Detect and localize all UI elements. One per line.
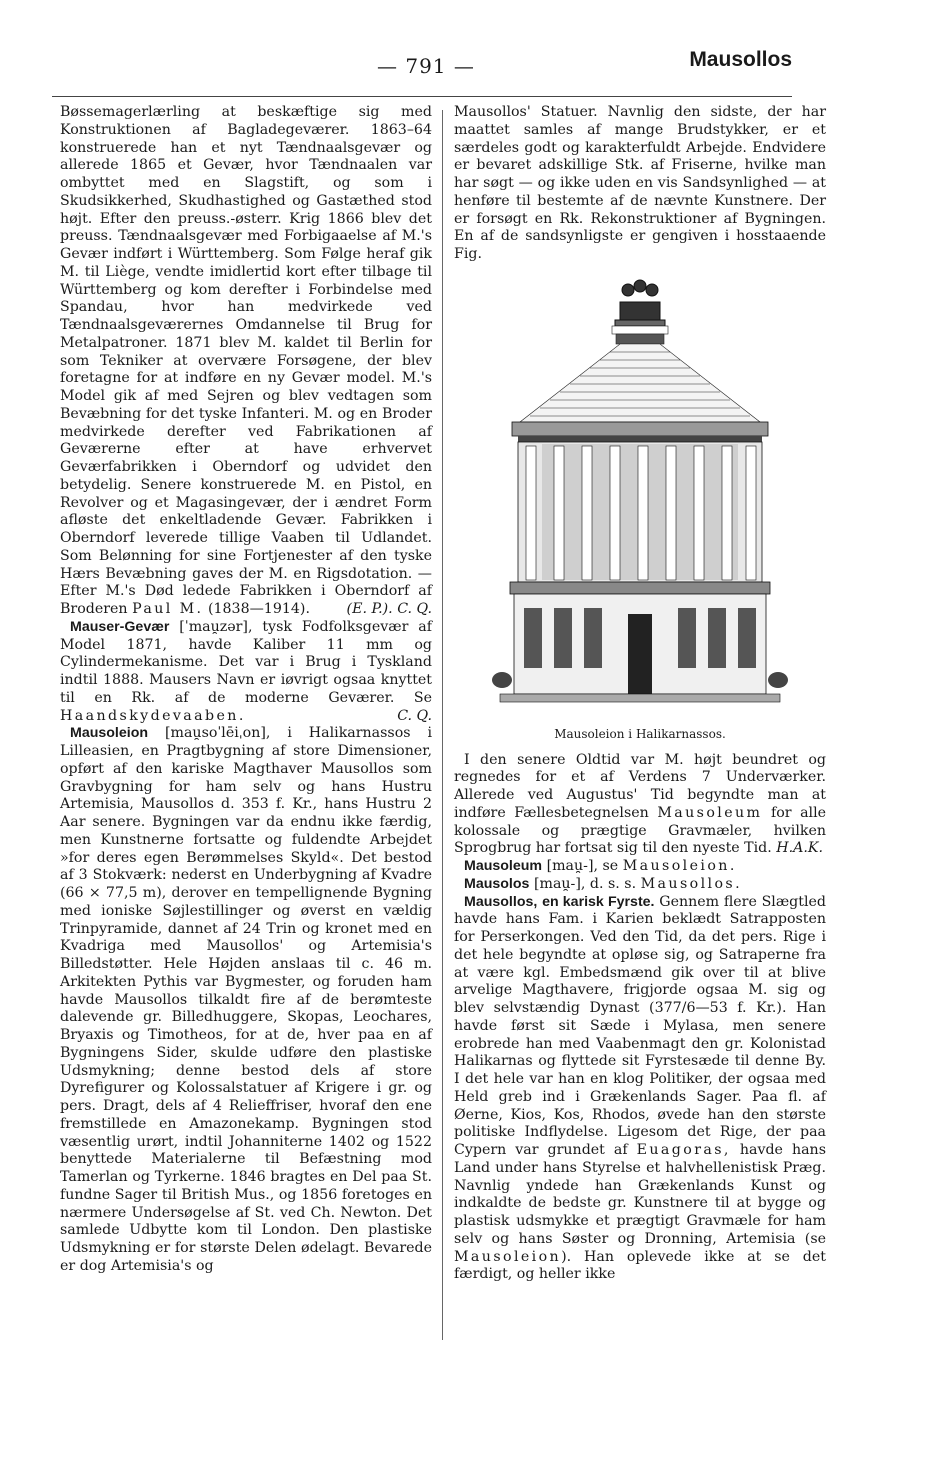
person-name: Paul M. [132,601,204,617]
mausoleum-entry: Mausoleum [mau̯-], se Mausoleion. [464,858,737,874]
mausoleion-figure [454,272,826,744]
term-emphasis: Mausoleum [657,804,763,821]
page-header [52,44,792,78]
frieze [518,436,762,442]
cross-reference: Mausoleion. [622,858,737,874]
right-column [454,104,826,1284]
mausollos-entry: Mausollos, en karisk Fyrste. Gennem flere Slægtled havde hans Fam. i Karien beklædt Satrapposten for Perserkongen. Ved den Tid, da det pers. Rige i det hele begyndte at opløse sig, og Satraperne fra at være kgl. Embedsmænd gik over til at blive arvelige Magthavere, frigjorde ogsaa M. sig og blev selvstændig Dynast (377/6—53 f. Kr.). Han havde først sit Sæde i Mylasa, men senere erobrede han med Vaabenmagt den gr. Kolonistad Halikarnas og flyttede sit Fyrstesæde til denne By. I det hele var han en klog Politiker, der ogsaa med Held greb ind i Grækenlands Sager. Paa fl. af Øerne, Kios, Kos, Rhodos, øvede han den største politiske Indflydelse. Ligesom det Rige, der paa Cypern var grundet af Euagoras, havde hans Land under hans Styrelse et halvhellenistisk Præg. Navnlig yndede han Grækenlands Kunst og indkaldte de bedste gr. Kunstnere til at bygge og plastisk udsmykke et prægtigt Gravmæle for ham selv og hans Søster og Dronning, Artemisia (se Mausoleion). Han oplevede ikke at se det færdigt, og heller ikke [454,893,826,1283]
entablature [512,422,768,436]
entry-headword: Mausollos, [464,893,538,910]
entry-subtitle: en karisk Fyrste. [542,893,655,910]
cross-reference: Haandskydevaaben. [60,707,246,724]
mausoleion-entry: Mausoleion [mau̯soˈlēiˌon], i Halikarnassos i Lilleasien, en Pragtbygning af store Dimensioner, opført af den kariske Magthaver Mausollos som Gravbygning for ham selv og hans Hustru Artemisia, Mausollos d. 353 f. Kr., hans Hustru 2 Aar senere. Bygningen var da endnu ikke færdig, men Kunstnerne fortsatte og fuldendte Arbejdet »for deres egen Berømmelses Skyld«. Det bestod af 3 Stokværk: nederst en Underbygning af Kvadre (66 × 77,5 m), derover en tempellignende Bygning med ioniske Søjlestillinger og øverst en vældig Trinpyramide, dannet af 24 Trin og kronet med en Kvadriga med Mausollos' og Artemisia's Billedstøtter. Hele Højden anslaas til c. 46 m. Arkitekten Pythis var Bygmester, og foruden ham havde Mausollos tilkaldt fire af de berømteste dalevende gr. Billedhuggere, Skopas, Leochares, Bryaxis og Timotheos, for at de, hver paa en af Bygningens Sider, skulde udføre den plastiske Udsmykning; denne bestod dels af store Dyrefigurer og Kolossalstatuer af Krigere i gr. og pers. Dragt, dels af 4 Relieffriser, hvoraf den ene fremstillede en Amazonekamp. Bygningen stod væsentlig urørt, indtil Johanniterne 1402 og 1522 benyttede Materialerne til Befæstning mod Tamerlan og Tyrkerne. 1846 bragtes en Del paa St. fundne Sager til British Mus., og 1856 foretoges en nærmere Undersøgelse af St. ved Ch. Newton. Det samlede Udbytte kom til London. Den plastiske Udsmykning er for største Delen ødelagt. Bevarede er dog Artemisia's og [60,725,432,1274]
pronunciation: [mau̯-], [546,858,598,874]
maurer-entry-continuation: Bøssemagerlærling at beskæftige sig med Konstruktionen af Bagladegeværer. 1863–64 konstruerede han et nyt Tændnaalsgevær og allerede 1865 et Gevær, hvor Tændnaalen var ombyttet med en Slagstift, og som i Skudsikkerhed, Skudhastighed og Gastæthed stod højt. Efter den preuss.-østerr. Krig 1866 blev det preuss. Tændnaalsgevær med Forbigaaelse af M.'s Gevær indført i Württemberg. Som Følge heraf gik M. til Liège, vendte imidlertid kort efter tilbage til Württemberg og kom derefter i Forbindelse med Spandau, hvor han medvirkede ved Tændnaalsgeværernes Omdannelse til Brug for Metalpatroner. 1871 blev M. kaldet til Berlin for som Tekniker at overvære Forsøgene, der blev foretagne for at indføre en ny Gevær model. M.'s Model gik af med Sejren og blev vedtagen som Bevæbning for det tyske Infanteri. M. og en Broder medvirkede derefter ved Fabrikationen af Geværerne efter at have erhvervet Geværfabrikken i Oberndorf og udvidet den betydelig. Senere konstruerede M. en Pistol, en Revolver og et Magasingevær, der i ændret Form afløste det enkeltladende Gevær. Fabrikken i Oberndorf leverede tillige Vaaben til Udlandet. Som Belønning for sine Fortjenester af den tyske Hærs Bevæbning gaves der M. en Rigsdotation. — Efter M.'s Død ledede Fabrikken i Oberndorf af Broderen Paul M. (1838—1914). (E. P.). C. Q. [60,104,432,617]
entry-headword: Mausolos [464,875,530,892]
horse-statue-right [768,672,788,688]
header-rule [52,96,792,97]
cross-reference: Euagoras, [636,1142,731,1158]
author-signature: (E. P.). C. Q. [346,601,432,617]
quadriga-statue [615,280,665,326]
figure-caption: Mausoleion i Halikarnassos. [554,726,726,741]
mausolos-entry: Mausolos [mau̯-], d. s. s. Mausollos. [464,875,742,892]
page-number: — 791 — [377,54,475,78]
author-signature: H.A.K. [776,840,824,857]
mausoleion-illustration [490,272,790,722]
entrance-door [628,614,652,694]
column-divider [442,110,443,1340]
mausoleion-entry-tail: I den senere Oldtid var M. højt beundret og regnedes for et af Verdens 7 Underværker. Allerede ved Augustus' Tid begyndte man at indføre Fællesbetegnelsen Mausoleum for alle kolossale og prægtige Gravmæler, hvilken Sprogbrug har fortsat sig til den nyeste Tid. H.A.K. [454,751,826,857]
podium-base [500,594,780,702]
cross-reference: Mausoleion [454,1248,562,1265]
pronunciation: [mau̯soˈlēiˌon], [164,725,271,742]
colonnade [518,442,762,582]
cornice [510,582,770,594]
pronunciation: [mau̯-], [533,875,586,892]
author-signature: C. Q. [397,707,432,724]
running-headword: Mausollos [689,48,792,71]
entry-headword: Mausoleum [464,858,543,874]
entry-headword: Mauser-Gevær [70,618,170,635]
pronunciation: [ˈmau̯zər], [179,618,253,635]
mausoleion-entry-continuation: Mausollos' Statuer. Navnlig den sidste, der har maattet samles af mange Brudstykker, er et særdeles godt og karakterfuldt Arbejde. Endvidere er bevaret adskillige Stk. af Friserne, hvilke man har søgt — og ikke uden en vis Sandsynlighed — at henføre til bestemte af de nævnte Kunstnere. Der er forsøgt en Rk. Rekonstruktioner af Bygningen. En af de sandsynligste er gengiven i hosstaaende Fig. [454,104,826,262]
step-pyramid [520,326,760,422]
horse-statue-left [492,672,512,688]
left-column [60,104,432,1276]
mauser-gevaer-entry: Mauser-Gevær [ˈmau̯zər], tysk Fodfolksgevær af Model 1871, havde Kaliber 11 mm og Cylindermekanisme. Det var i Brug i Tyskland indtil 1888. Mausers Navn er iøvrigt ogsaa knyttet til en Rk. af de moderne Geværer. Se Haandskydevaaben. C. Q. [60,618,432,724]
cross-reference: Mausollos. [640,875,742,892]
entry-headword: Mausoleion [70,725,149,742]
